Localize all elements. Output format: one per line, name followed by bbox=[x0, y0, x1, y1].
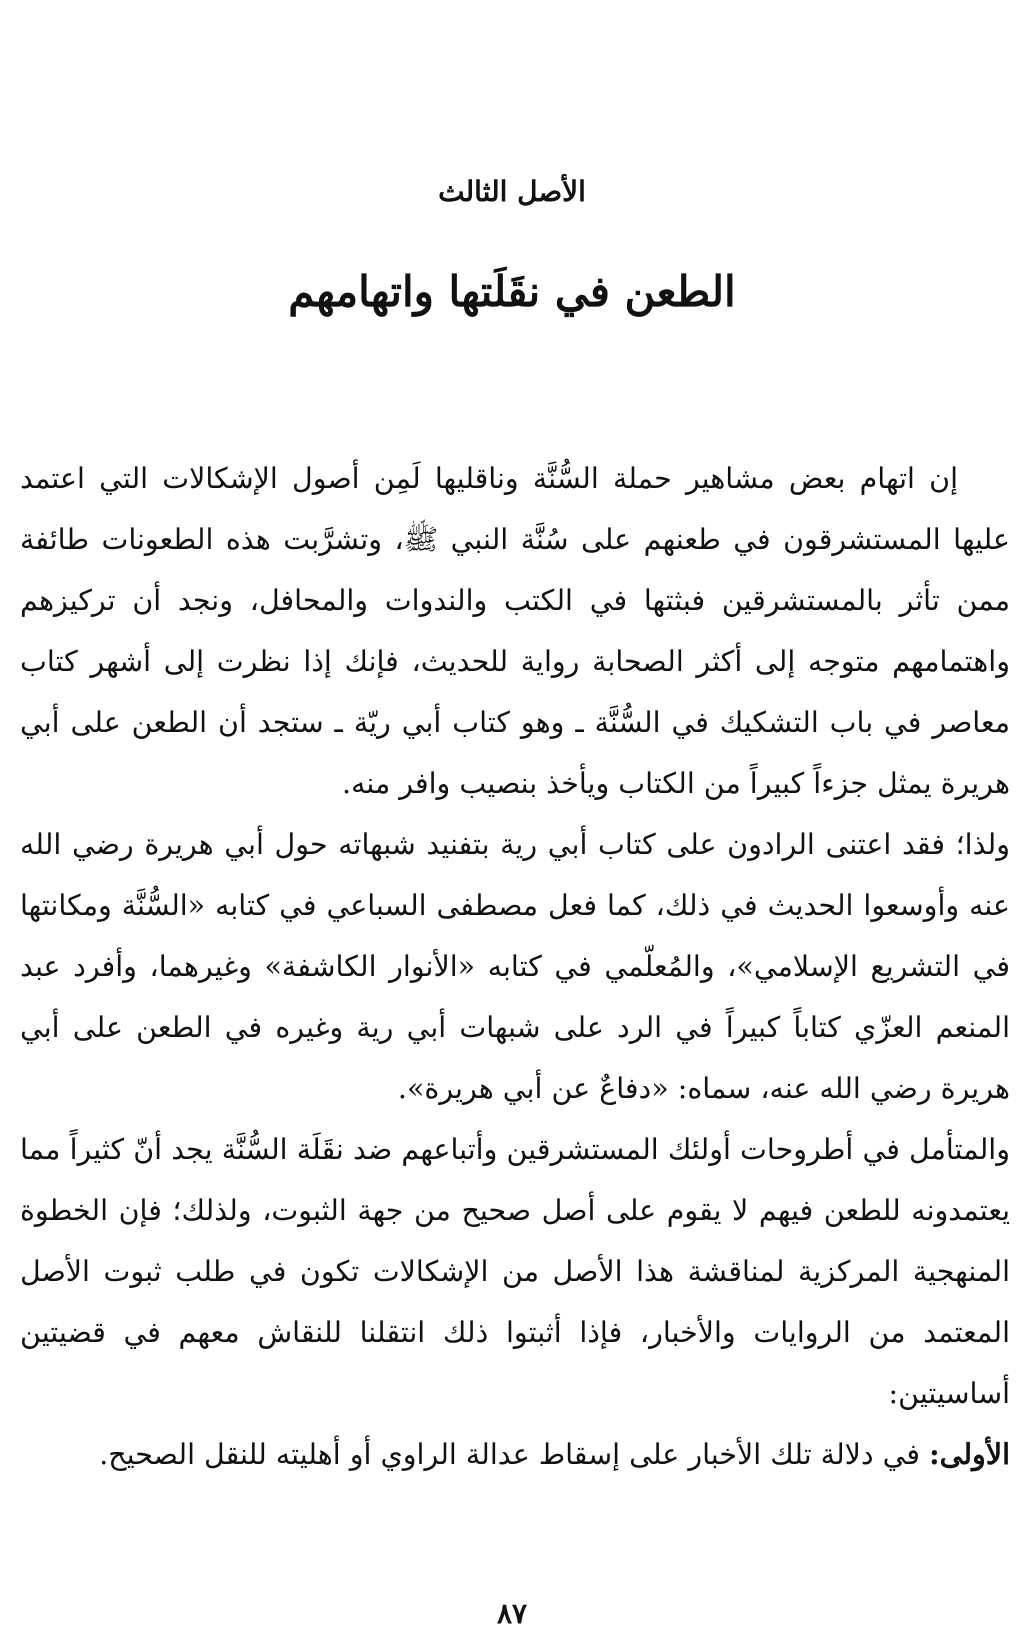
paragraph-3 bbox=[20, 1119, 1010, 1424]
chapter-label: الأصل الثالث bbox=[438, 175, 586, 208]
page-number: ٨٧ bbox=[496, 1597, 528, 1630]
paragraph-4 bbox=[20, 1424, 1010, 1485]
body-text bbox=[20, 448, 1010, 1485]
paragraph-text: إن اتهام بعض مشاهير حملة السُّنَّة وناقليها لَمِن أصول الإشكالات التي اعتمد عليها المستشرقون في طعنهم على سُنَّة النبي ﷺ، وتشرَّبت هذه الطعونات طائفة ممن تأثر بالمستشرقين فبثتها في الكتب والندوات والمحافل، ونجد أن تركيزهم واهتمامهم متوجه إلى أكثر الصحابة رواية للحديث، فإنك إذا نظرت إلى أشهر كتاب معاصر في باب التشكيك في السُّنَّة ـ وهو كتاب أبي ريّة ـ ستجد أن الطعن على أبي هريرة يمثل جزءاً كبيراً من الكتاب ويأخذ بنصيب وافر منه. bbox=[20, 462, 1010, 800]
paragraph-1 bbox=[20, 448, 1010, 814]
paragraph-lead: الأولى: bbox=[929, 1437, 1010, 1471]
paragraph-text: في دلالة تلك الأخبار على إسقاط عدالة الراوي أو أهليته للنقل الصحيح. bbox=[99, 1438, 930, 1471]
paragraph-text: ولذا؛ فقد اعتنى الرادون على كتاب أبي رية بتفنيد شبهاته حول أبي هريرة رضي الله عنه وأوسعوا الحديث في ذلك، كما فعل مصطفى السباعي في كتابه «السُّنَّة ومكانتها في التشريع الإسلامي»، والمُعلّمي في كتابه «الأنوار الكاشفة» وغيرهما، وأفرد عبد المنعم العزّي كتاباً كبيراً في الرد على شبهات أبي رية وغيره في الطعن على أبي هريرة رضي الله عنه، سماه: «دفاعٌ عن أبي هريرة». bbox=[20, 828, 1010, 1105]
chapter-title: الطعن في نقَلَتها واتهامهم bbox=[288, 267, 736, 316]
paragraph-text: والمتأمل في أطروحات أولئك المستشرقين وأتباعهم ضد نقَلَة السُّنَّة يجد أنّ كثيراً مما يعتمدونه للطعن فيهم لا يقوم على أصل صحيح من جهة الثبوت، ولذلك؛ فإن الخطوة المنهجية المركزية لمناقشة هذا الأصل من الإشكالات تكون في طلب ثبوت الأصل المعتمد من الروايات والأخبار، فإذا أثبتوا ذلك انتقلنا للنقاش معهم في قضيتين أساسيتين: bbox=[20, 1133, 1010, 1410]
paragraph-2 bbox=[20, 814, 1010, 1119]
